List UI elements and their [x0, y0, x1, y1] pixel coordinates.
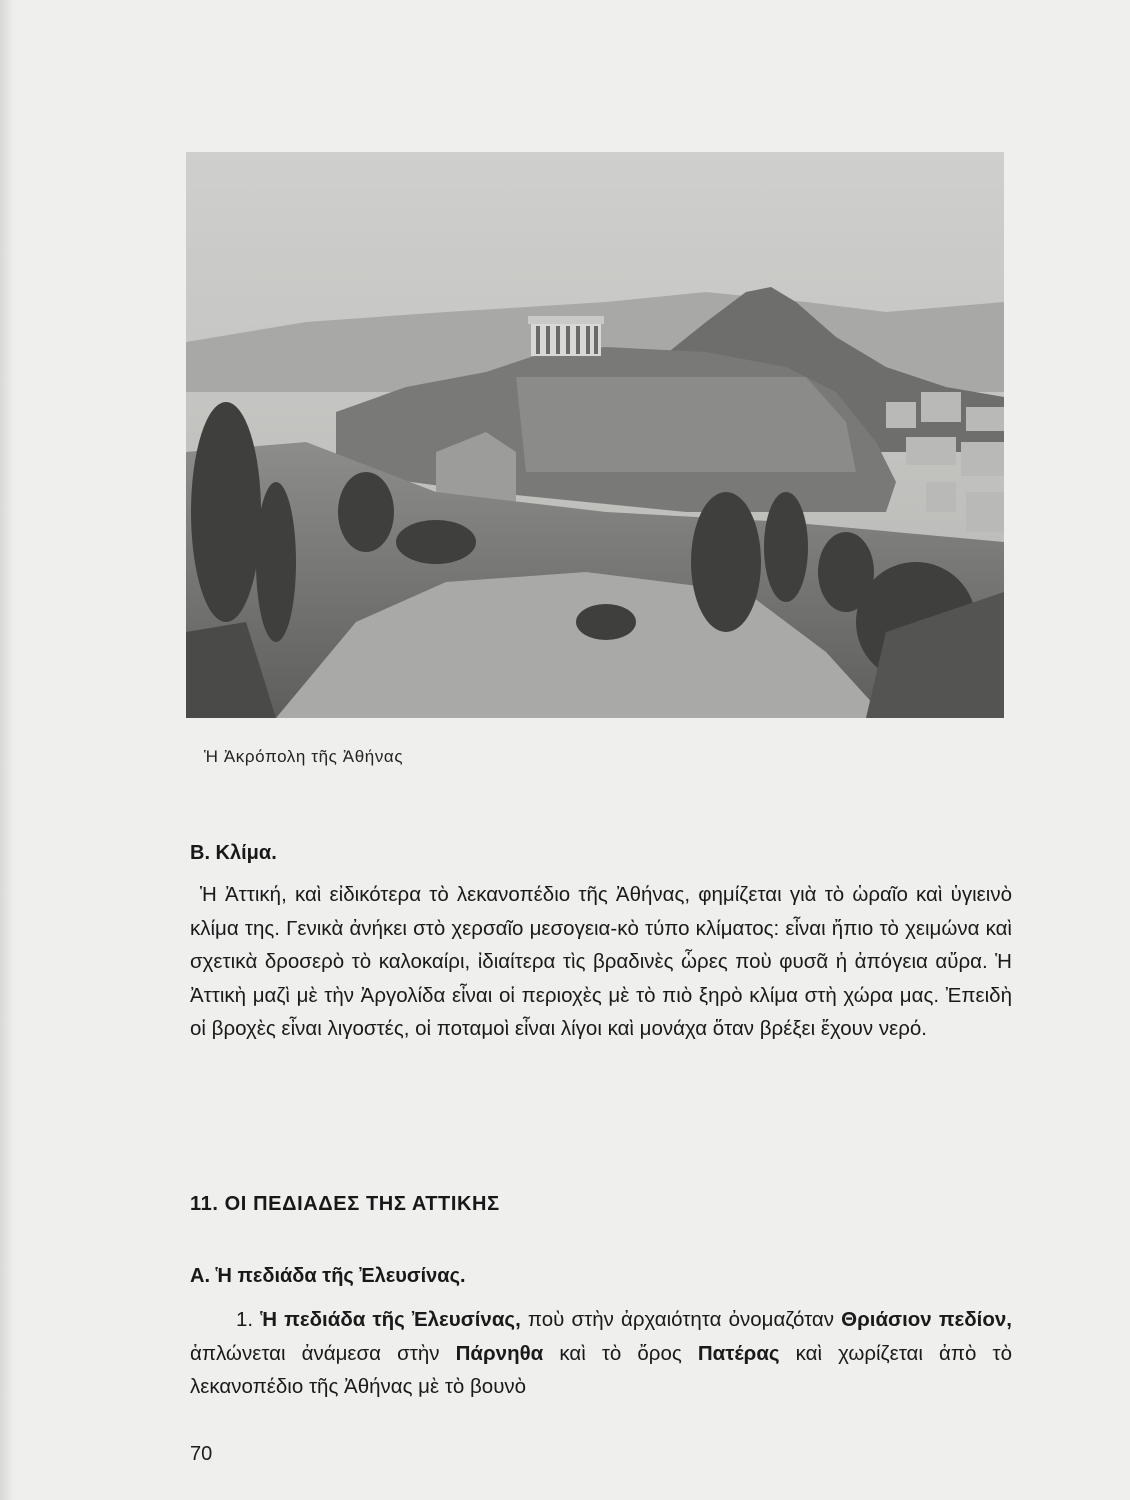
bold-term-pateras: Πατέρας	[697, 1341, 780, 1365]
bold-term-parnitha: Πάρνηθα	[455, 1341, 544, 1365]
section-heading-elefsina-plain: Α. Ἡ πεδιάδα τῆς Ἐλευσίνας.	[190, 1265, 466, 1287]
chapter-heading-plains: 11. ΟΙ ΠΕΔΙΑΔΕΣ ΤΗΣ ΑΤΤΙΚΗΣ	[190, 1193, 500, 1215]
section-heading-climate: Β. Κλίμα.	[190, 842, 277, 864]
paragraph-text-4: καὶ χωρίζεται ἀπὸ τὸ λεκανοπέδιο τῆς Ἀθήνας μὲ τὸ βουνὸ	[190, 1341, 1012, 1398]
paragraph-text-2: ἁπλώνεται ἀνάμεσα στὴν	[190, 1341, 456, 1365]
bold-term-elefsina-plain: Ἡ πεδιάδα τῆς Ἐλευσίνας,	[260, 1308, 521, 1331]
climate-paragraph: Ἡ Ἀττική, καὶ εἰδικότερα τὸ λεκανοπέδιο τῆς Ἀθήνας, φημίζεται γιὰ τὸ ὡραῖο καὶ ὑγιεινὸ κλίμα της. Γενικὰ ἀνήκει στὸ χερσαῖο μεσογεια-κὸ τύπο κλίματος: εἶναι ἤπιο τὸ χειμώνα καὶ σχετικὰ δροσερὸ τὸ καλοκαίρι, ἰδιαίτερα τὶς βραδινὲς ὧρες ποὺ φυσᾶ ἡ ἀπόγεια αὔρα. Ἡ Ἀττικὴ μαζὶ μὲ τὴν Ἀργολίδα εἶναι οἱ περιοχὲς μὲ τὸ πιὸ ξηρὸ κλίμα στὴ χώρα μας. Ἐπειδὴ οἱ βροχὲς εἶναι λιγοστές, οἱ ποταμοὶ εἶναι λίγοι καὶ μονάχα ὅταν βρέξει ἔχουν νερό.	[190, 883, 1012, 1040]
paragraph-number: 1.	[236, 1308, 261, 1331]
bold-term-thriasion: Θριάσιον πεδίον,	[841, 1308, 1012, 1331]
paragraph-text-3: καὶ τὸ ὄρος	[543, 1341, 698, 1365]
photo-caption: Ἡ Ἀκρόπολη τῆς Ἀθήνας	[204, 747, 404, 766]
acropolis-photo-drawing	[186, 152, 1004, 718]
page-edge-shadow	[0, 0, 14, 1500]
page-number: 70	[190, 1443, 213, 1465]
acropolis-photo	[186, 152, 1004, 718]
elefsina-paragraph	[190, 1303, 1012, 1404]
paragraph-text-1: ποὺ στὴν ἀρχαιότητα ὀνομαζόταν	[520, 1308, 842, 1331]
